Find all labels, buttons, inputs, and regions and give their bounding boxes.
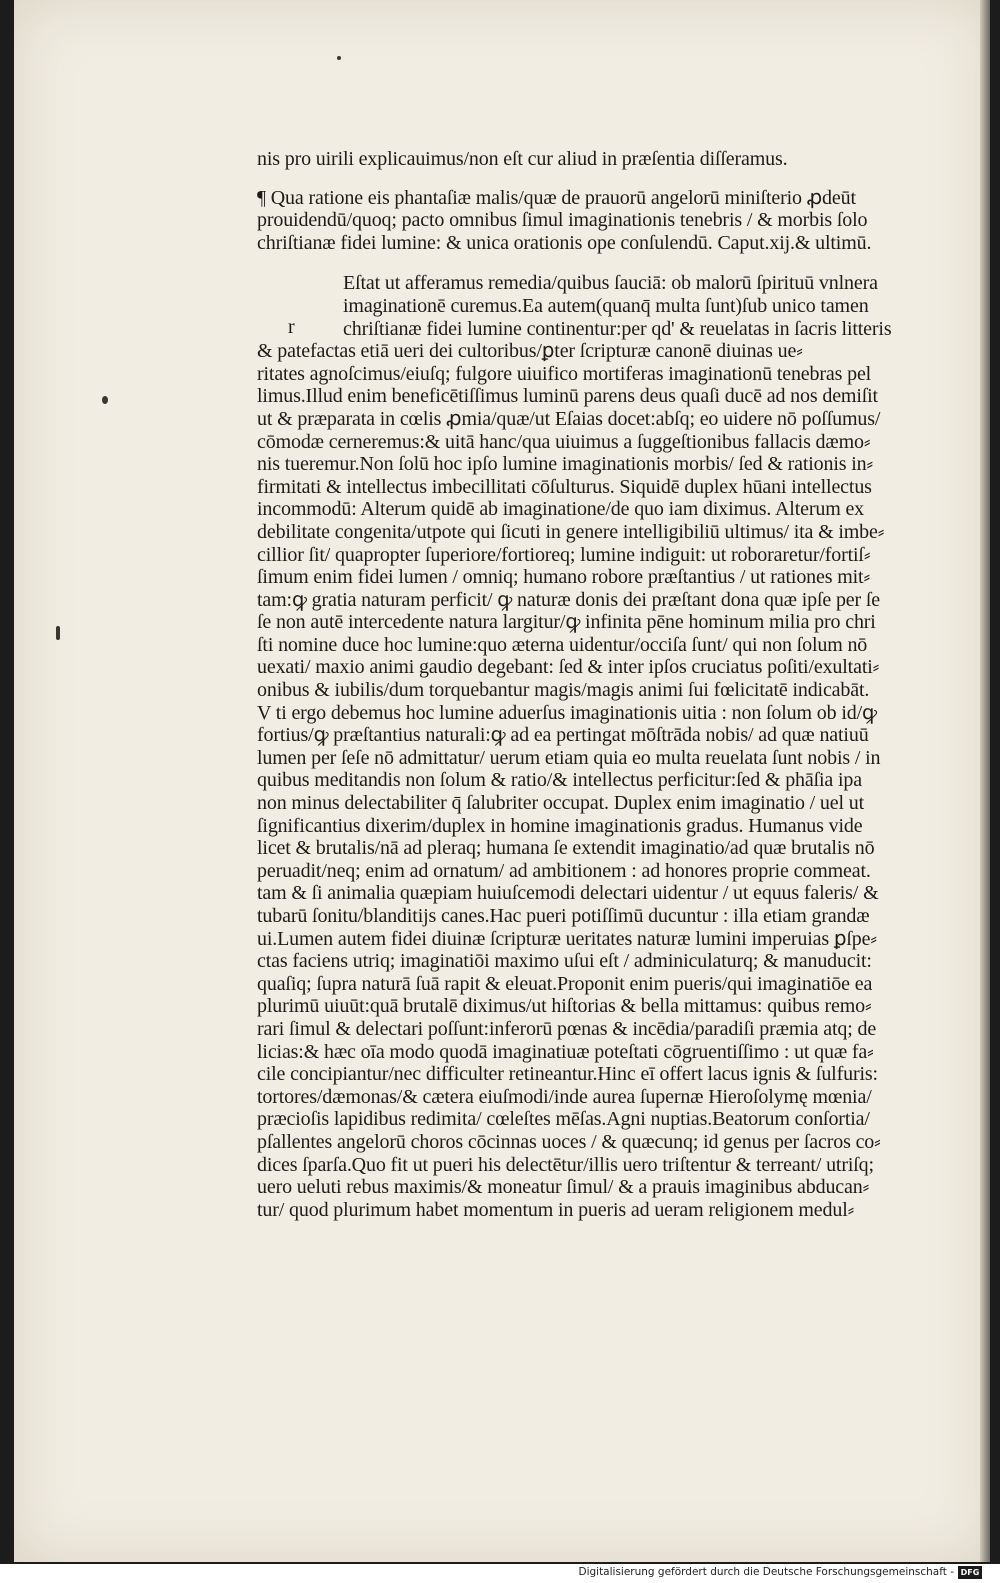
body-line: uero ueluti rebus maximis/& moneatur ſimul/ & a prauis imaginibus abducan⸗ <box>257 1176 870 1199</box>
body-line: V ti ergo debemus hoc lumine aduerſus imaginationis uitia : non ſolum ob id/ꝙ <box>257 701 877 724</box>
body-line: limus.Illud enim beneficētiſſimus luminū parens deus quaſi ducē ad nos demiſit <box>257 385 878 408</box>
heading-line: ¶ Qua ratione eis phantaſiæ malis/quæ de prauorū angelorū miniſterio ꝓdeūt <box>257 186 856 209</box>
body-line: ſe non autē intercedente natura largitur/ꝙ infinita pēne hominum milia pro chri <box>257 611 876 634</box>
body-line: non minus delectabiliter q̄ ſalubriter occupat. Duplex enim imaginatio / uel ut <box>257 792 865 815</box>
body-line: chriſtianæ fidei lumine continentur:per qd' & reuelatas in ſacris litteris <box>343 317 892 340</box>
body-line: ctas faciens utriq; imaginatiōi maximo uſui eſt / adminiculaturq; & manuducit: <box>257 950 872 973</box>
body-line: ſignificantius dixerim/duplex in homine imaginationis gradus. Humanus vide <box>257 814 863 837</box>
body-line: tortores/dæmonas/& cætera eiuſmodi/inde aurea ſupernæ Hieroſolymę mœnia/ <box>257 1085 872 1108</box>
body-line: quaſiq; ſupra naturā ſuā rapit & eleuat.Proponit enim pueris/qui imaginatiōe ea <box>257 972 873 995</box>
body-line: tubarū ſonitu/blanditijs canes.Hac pueri potiſſimū ducuntur : illa etiam grandæ <box>257 905 870 927</box>
body-line: tur/ quod plurimum habet momentum in pueris ad ueram religionem medul⸗ <box>257 1198 855 1221</box>
page-edge-shadow <box>980 0 990 1562</box>
ink-speck <box>56 626 60 640</box>
body-line: peruadit/neq; enim ad ornatum/ ad ambitionem : ad honores proprie commeat. <box>257 859 871 882</box>
heading-line: prouidendū/quoq; pacto omnibus ſimul imaginationis tenebris / & morbis ſolo <box>257 209 868 232</box>
body-line: debilitate congenita/utpote qui ſicuti in genere intelligibiliū ultimus/ ita & imbe⸗ <box>257 520 885 543</box>
body-line: rari ſimul & delectari poſſunt:inferorū pœnas & incēdia/paradiſi præmia atq; de <box>257 1017 877 1040</box>
heading-line: chriſtianæ fidei lumine: & unica orationis ope conſulendū. Caput.xij.& ultimū. <box>257 231 872 254</box>
body-line: licias:& hæc oīa modo quodā imaginatiuæ poteſtati cōgruentiſſimo : ut quæ fa⸗ <box>257 1040 874 1063</box>
ink-speck <box>102 396 108 404</box>
body-line: ſti nomine duce hoc lumine:quo æterna uidentur/occiſa ſunt/ qui non ſolum nō <box>257 633 868 656</box>
chapter-heading <box>257 187 967 255</box>
body-line: uexati/ maxio animi gaudio degebant: ſed & inter ipſos cruciatus poſiti/exultati⸗ <box>257 656 880 679</box>
body-line: ritates agnoſcimus/eiuſq; fulgore uiuifico mortiferas imaginationū tenebras pel <box>257 362 872 385</box>
body-line: tam:ꝙ gratia naturam perficit/ ꝙ naturæ donis dei præſtant dona quæ ipſe per ſe <box>257 588 881 611</box>
chapter-body <box>257 272 967 1221</box>
body-line: lumen per ſeſe nō admittatur/ uerum etiam quia eo multa reuelata ſunt nobis / in <box>257 746 881 769</box>
body-line: quibus meditandis non ſolum & ratio/& intellectus perficitur:ſed & phāſia ipa <box>257 769 862 792</box>
body-line: cōmodæ cerneremus:& uitā hanc/qua uiuimus a ſuggeſtionibus fallacis dæmo⸗ <box>257 430 871 453</box>
dfg-logo: DFG <box>958 1566 982 1579</box>
body-line: nis tueremur.Non ſolū hoc ipſo lumine imaginationis morbis/ ſed & rationis in⸗ <box>257 453 874 476</box>
body-line: ut & præparata in cœlis ꝓmia/quæ/ut Eſaias docet:abſq; eo uidere nō poſſumus/ <box>257 407 881 430</box>
ink-speck <box>337 56 341 60</box>
body-line: firmitati & intellectus imbecillitati cōſulturus. Siquidē duplex hūani intellectus <box>257 475 872 498</box>
body-line: Eſtat ut afferamus remedia/quibus ſauciā: ob malorū ſpirituū vnlnera <box>343 272 878 295</box>
body-line: cillior ſit/ quapropter ſuperiore/fortioreq; lumine indiguit: ut roboraretur/fortiſ⸗ <box>257 543 871 566</box>
body-line: plurimū uiuūt:quā brutalē diximus/ut hiſtorias & bella mittamus: quibus remo⸗ <box>257 995 872 1018</box>
body-line: dices ſparſa.Quo fit ut pueri his delectētur/illis uero triſtentur & terreant/ utriſq; <box>257 1153 874 1176</box>
body-line: ui.Lumen autem fidei diuinæ ſcripturæ ueritates naturæ lumini imperuias ꝑſpe⸗ <box>257 927 877 950</box>
footer-credit: Digitalisierung gefördert durch die Deutsche Forschungsgemeinschaft - <box>578 1566 954 1578</box>
body-line: ſimum enim fidei lumen / omniq; humano robore præſtantius / ut rationes mit⸗ <box>257 566 870 589</box>
body-line: incommodū: Alterum quidē ab imaginatione/de quo iam diximus. Alterum ex <box>257 498 865 521</box>
first-line: nis pro uirili explicauimus/non eſt cur aliud in præſentia diſſeramus. <box>257 148 788 170</box>
body-line: fortius/ꝙ præſtantius naturali:ꝙ ad ea pertingat mōſtrāda nobis/ ad quæ natiuū <box>257 724 869 747</box>
body-line: præcioſis lapidibus redimita/ cœleſtes mēſas.Agni nuptias.Beatorum conſortia/ <box>257 1108 870 1131</box>
body-line: cile concipiantur/nec difficulter retineantur.Hinc eī offert lacus ignis & ſulfuris: <box>257 1063 878 1086</box>
body-line: & patefactas etiā ueri dei cultoribus/ꝑter ſcripturæ canonē diuinas ue⸗ <box>257 340 803 363</box>
body-line: tam & ſi animalia quæpiam huiuſcemodi delectari uidentur / ut equus faleris/ & <box>257 882 879 905</box>
page-text <box>257 148 967 1221</box>
body-line: imaginationē curemus.Ea autem(quanq̄ multa ſunt)ſub unico tamen <box>343 294 869 317</box>
body-line: licet & brutalis/nā ad pleraq; humana ſe extendit imaginatio/ad quæ brutalis nō <box>257 837 875 860</box>
margin-letter: r <box>288 316 295 338</box>
body-line: onibus & iubilis/dum torquebantur magis/magis animi ſui fœlicitatē indicabāt. <box>257 679 870 702</box>
digitization-footer <box>0 1564 1000 1583</box>
body-line: pſallentes angelorū choros cōcinnas uoces / & quæcunq; id genus per ſacros co⸗ <box>257 1130 881 1153</box>
